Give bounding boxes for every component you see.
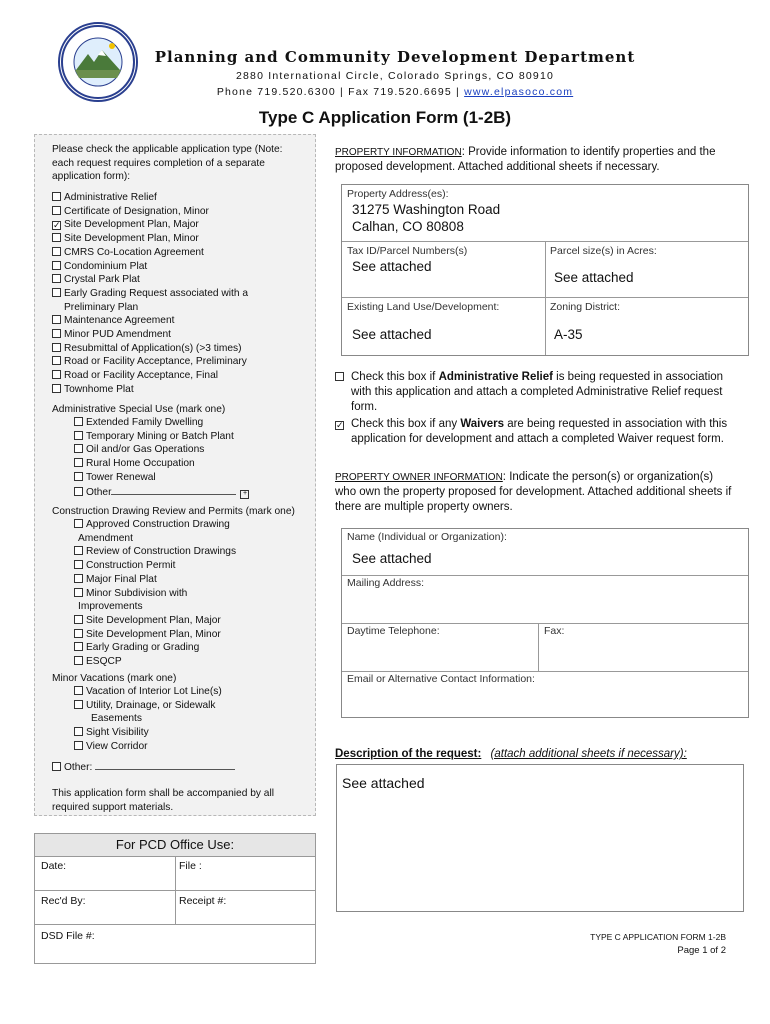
application-type-option <box>52 246 248 260</box>
footer-form-name: TYPE C APPLICATION FORM 1-2B <box>590 932 726 942</box>
application-type-option <box>52 273 248 287</box>
construction-drawing-option <box>74 628 236 642</box>
waivers-text-bold: Waivers <box>460 418 504 430</box>
land-use-field[interactable]: See attached <box>352 327 432 342</box>
admin-special-use-option <box>74 430 249 444</box>
application-type-list <box>52 191 248 397</box>
checkbox[interactable] <box>52 192 61 201</box>
table-divider <box>538 623 539 671</box>
pcd-date-label: Date: <box>41 860 67 872</box>
admin-relief-text-bold: Administrative Relief <box>438 371 553 383</box>
checkbox[interactable] <box>52 315 61 324</box>
checkbox[interactable] <box>74 487 83 496</box>
daytime-telephone-label: Daytime Telephone: <box>347 625 440 637</box>
option-label: Crystal Park Plat <box>64 274 140 286</box>
checkbox[interactable] <box>52 221 61 230</box>
checkbox[interactable] <box>52 356 61 365</box>
minor-vacations-list <box>74 685 222 754</box>
property-address-line1[interactable]: 31275 Washington Road <box>352 202 501 217</box>
minor-vacations-heading: Minor Vacations (mark one) <box>52 673 177 684</box>
admin-special-use-option <box>74 485 249 500</box>
checkbox[interactable] <box>74 519 83 528</box>
description-value[interactable]: See attached <box>342 775 425 791</box>
option-label: Maintenance Agreement <box>64 315 175 327</box>
option-label: Construction Permit <box>86 560 176 572</box>
application-type-option <box>52 342 248 356</box>
minor-vacation-option <box>74 699 222 713</box>
minor-vacation-option <box>74 726 222 740</box>
application-type-option <box>52 369 248 383</box>
option-label: Road or Facility Acceptance, Preliminary <box>64 356 247 368</box>
property-info-heading: PROPERTY INFORMATION <box>335 147 462 158</box>
option-label: Extended Family Dwelling <box>86 417 204 428</box>
form-title: Type C Application Form (1-2B) <box>258 108 512 127</box>
land-use-label: Existing Land Use/Development: <box>347 301 500 313</box>
option-label: Administrative Relief <box>64 192 157 203</box>
option-label: Preliminary Plan <box>64 301 139 313</box>
option-label: Major Final Plat <box>86 573 157 585</box>
application-type-option <box>52 260 248 274</box>
checkbox[interactable] <box>74 588 83 597</box>
owner-name-label: Name (Individual or Organization): <box>347 531 507 543</box>
checkbox[interactable] <box>74 417 83 426</box>
option-label: ESQCP <box>86 656 122 668</box>
option-label: Certificate of Designation, Minor <box>64 205 209 217</box>
pcd-recd-by-label: Rec'd By: <box>41 895 86 907</box>
fax-label: Fax: <box>544 625 565 637</box>
construction-drawing-option <box>74 559 236 573</box>
construction-drawing-heading: Construction Drawing Review and Permits (mark one) <box>52 506 295 517</box>
owner-info-intro <box>335 470 735 515</box>
checkbox[interactable] <box>52 261 61 270</box>
construction-drawing-option <box>74 573 236 587</box>
checkbox[interactable] <box>74 629 83 638</box>
pcd-divider <box>35 890 315 891</box>
option-label: Early Grading Request associated with a <box>64 287 249 299</box>
admin-relief-text-post: is being requested in association with this application and attach a completed Administrative Relief request form. <box>351 371 724 413</box>
property-info-text: Provide information to identify properties and the proposed development. Attached additional sheets if necessary. <box>335 146 716 173</box>
other-row <box>52 760 235 775</box>
checkbox[interactable] <box>52 370 61 379</box>
option-label: Easements <box>91 713 142 725</box>
checkbox[interactable] <box>74 700 83 709</box>
tax-id-label: Tax ID/Parcel Numbers(s) <box>347 245 468 257</box>
construction-drawing-option <box>74 600 236 614</box>
owner-info-heading: PROPERTY OWNER INFORMATION <box>335 472 503 483</box>
checkbox[interactable] <box>74 615 83 624</box>
option-label: Minor PUD Amendment <box>64 329 172 341</box>
checkbox[interactable] <box>74 560 83 569</box>
option-label: Tower Renewal <box>86 471 156 483</box>
checkbox[interactable] <box>74 727 83 736</box>
option-label: Site Development Plan, Minor <box>64 233 199 245</box>
construction-drawing-option <box>74 587 236 601</box>
mailing-address-label: Mailing Address: <box>347 577 425 589</box>
description-heading-row <box>335 747 687 762</box>
application-type-option <box>52 383 248 397</box>
table-divider <box>342 623 748 624</box>
option-label: Early Grading or Grading <box>86 642 200 654</box>
pcd-office-use-title: For PCD Office Use: <box>35 834 315 857</box>
waivers-text-post: are being requested in association with this application for development and attach a completed Waiver request form. <box>351 418 728 445</box>
county-seal-icon <box>60 24 136 100</box>
construction-drawing-option <box>74 518 236 532</box>
option-label: Approved Construction Drawing <box>86 519 230 530</box>
checkbox[interactable] <box>52 233 61 242</box>
option-label: Road or Facility Acceptance, Final <box>64 370 219 382</box>
property-info-colon: : <box>461 146 465 158</box>
construction-drawing-option <box>74 655 236 669</box>
checkbox[interactable] <box>52 206 61 215</box>
table-divider <box>342 671 748 672</box>
option-label: Minor Subdivision with <box>86 587 188 599</box>
application-type-option <box>52 232 248 246</box>
checkbox[interactable] <box>74 656 83 665</box>
option-label: Temporary Mining or Batch Plant <box>86 430 234 442</box>
checkbox[interactable] <box>52 247 61 256</box>
application-type-option <box>52 191 248 205</box>
application-type-option <box>52 355 248 369</box>
table-divider <box>545 241 546 355</box>
owner-name-field[interactable]: See attached <box>352 551 432 566</box>
waivers-checkbox[interactable] <box>335 421 344 430</box>
parcel-size-field[interactable]: See attached <box>554 270 634 285</box>
application-type-instructions: Please check the applicable application type (Note: each request requires completion of a separate application form): <box>52 144 283 182</box>
option-label: View Corridor <box>86 740 148 752</box>
admin-special-use-option <box>74 416 249 430</box>
admin-special-use-option <box>74 443 249 457</box>
option-label: Resubmittal of Application(s) (>3 times) <box>64 342 242 354</box>
support-materials-note: This application form shall be accompanied by all required support materials. <box>52 788 274 813</box>
department-contact <box>130 86 660 98</box>
checkbox[interactable] <box>74 741 83 750</box>
zoning-district-label: Zoning District: <box>550 301 621 313</box>
parcel-size-label: Parcel size(s) in Acres: <box>550 245 657 257</box>
checkbox[interactable] <box>74 546 83 555</box>
application-type-option <box>52 218 248 232</box>
application-type-option <box>52 301 248 315</box>
zoning-district-field[interactable]: A-35 <box>554 327 583 342</box>
option-label: Site Development Plan, Major <box>64 219 199 231</box>
option-label: Site Development Plan, Major <box>86 614 221 626</box>
admin-relief-checkbox[interactable] <box>335 372 344 381</box>
property-address-label: Property Address(es): <box>347 188 449 200</box>
footer-page-number: Page 1 of 2 <box>677 945 726 956</box>
admin-special-use-heading: Administrative Special Use (mark one) <box>52 404 226 415</box>
application-type-option <box>52 314 248 328</box>
description-note: (attach additional sheets if necessary): <box>490 748 687 760</box>
option-label: Utility, Drainage, or Sidewalk <box>86 699 216 711</box>
owner-info-colon: : <box>502 471 506 483</box>
property-info-intro <box>335 145 735 175</box>
pcd-dsd-file-label: DSD File #: <box>41 930 95 942</box>
county-seal-logo <box>58 22 138 102</box>
checkbox[interactable] <box>52 384 61 393</box>
checkbox[interactable] <box>52 274 61 283</box>
waivers-text-pre: Check this box if any <box>351 418 461 430</box>
description-heading: Description of the request: <box>335 748 482 760</box>
option-label: Review of Construction Drawings <box>86 546 237 558</box>
admin-relief-statement <box>335 370 730 415</box>
waivers-statement <box>335 417 730 447</box>
owner-info-text: Indicate the person(s) or organization(s) who own the property proposed for development. Attached additional sheets if there are multiple property owners. <box>335 471 732 513</box>
admin-other-input[interactable] <box>111 485 236 495</box>
application-type-option <box>52 205 248 219</box>
checkbox[interactable] <box>74 686 83 695</box>
checkbox[interactable] <box>52 343 61 352</box>
option-label: Rural Home Occupation <box>86 458 195 470</box>
checkbox[interactable] <box>52 288 61 297</box>
checkbox[interactable] <box>52 329 61 338</box>
construction-drawing-option <box>74 641 236 655</box>
pcd-office-use-box <box>34 833 316 964</box>
pcd-file-label: File : <box>179 860 202 872</box>
minor-vacation-option <box>74 685 222 699</box>
email-contact-label: Email or Alternative Contact Information: <box>347 673 535 685</box>
admin-special-use-list <box>74 416 249 499</box>
minor-vacation-option <box>74 712 222 726</box>
other-input[interactable] <box>95 760 235 770</box>
construction-drawing-list <box>74 518 236 669</box>
admin-special-use-option <box>74 471 249 485</box>
option-label: Sight Visibility <box>86 727 149 739</box>
other-label: Other: <box>64 762 93 773</box>
application-type-option <box>52 328 248 342</box>
admin-special-use-option <box>74 457 249 471</box>
phone-fax-text: Phone 719.520.6300 | Fax 719.520.6695 | <box>216 86 465 98</box>
tax-id-field[interactable]: See attached <box>352 259 432 274</box>
option-label: Other <box>86 486 112 498</box>
construction-drawing-option <box>74 545 236 559</box>
checkbox[interactable] <box>74 472 83 481</box>
option-label: Vacation of Interior Lot Line(s) <box>86 686 222 697</box>
option-label: Amendment <box>78 532 133 544</box>
construction-drawing-option <box>74 614 236 628</box>
option-label: Condominium Plat <box>64 260 148 272</box>
expand-icon[interactable]: + <box>240 490 249 499</box>
checkbox[interactable] <box>74 458 83 467</box>
option-label: CMRS Co-Location Agreement <box>64 246 204 258</box>
checkbox[interactable] <box>74 431 83 440</box>
option-label: Improvements <box>78 601 143 613</box>
checkbox[interactable] <box>74 642 83 651</box>
checkbox[interactable] <box>74 444 83 453</box>
department-address: 2880 International Circle, Colorado Springs, CO 80910 <box>235 70 555 82</box>
minor-vacation-option <box>74 740 222 754</box>
option-label: Site Development Plan, Minor <box>86 628 221 640</box>
application-type-option <box>52 287 248 301</box>
checkbox[interactable] <box>74 574 83 583</box>
other-checkbox[interactable] <box>52 762 61 771</box>
table-divider <box>342 575 748 576</box>
option-label: Oil and/or Gas Operations <box>86 444 205 456</box>
admin-relief-text-pre: Check this box if <box>351 371 439 383</box>
website-link[interactable]: www.elpasoco.com <box>464 86 574 98</box>
pcd-divider <box>35 924 315 925</box>
option-label: Townhome Plat <box>64 383 134 395</box>
pcd-receipt-label: Receipt #: <box>179 895 227 907</box>
department-title: Planning and Community Development Department <box>154 48 636 66</box>
construction-drawing-option <box>74 532 236 546</box>
property-address-line2[interactable]: Calhan, CO 80808 <box>352 219 464 234</box>
